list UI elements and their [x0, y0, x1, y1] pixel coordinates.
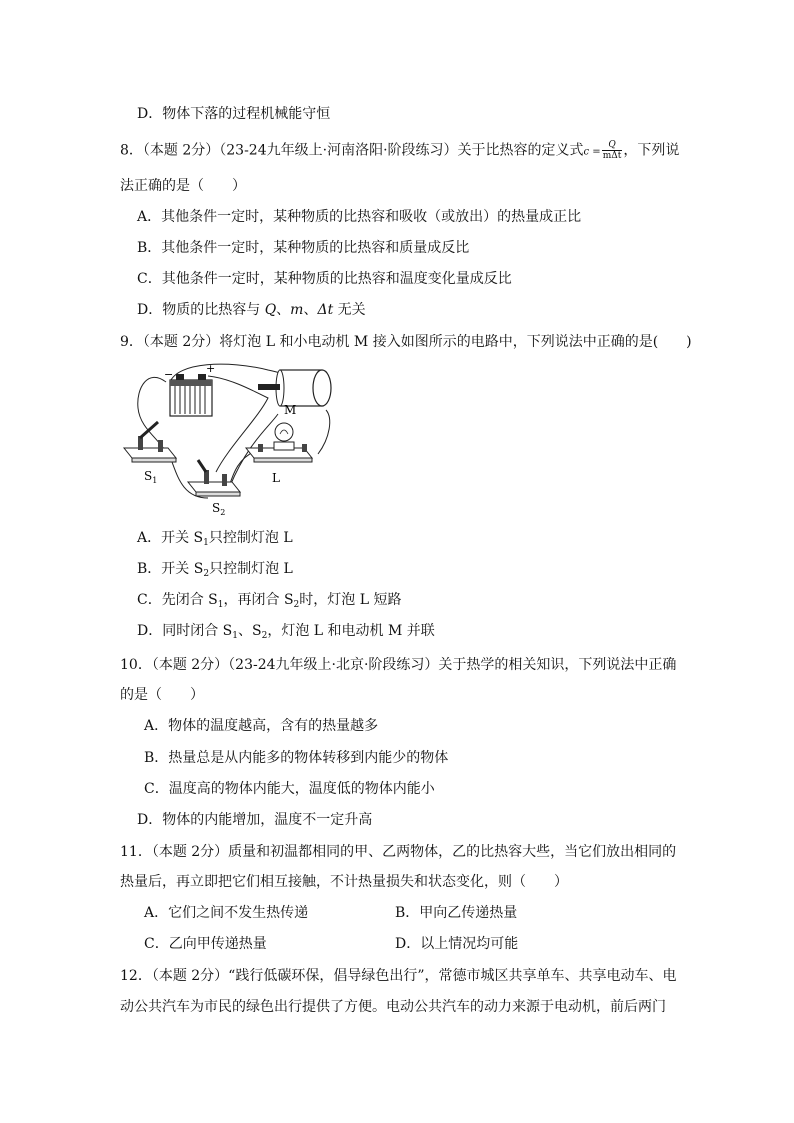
q12-stem-line1: 12．（本题 2分）“践行低碳环保，倡导绿色出行”，常德市城区共享单车、共享电动车、电: [120, 968, 677, 984]
q9-stem: 9．（本题 2分）将灯泡 L 和小电动机 M 接入如图所示的电路中，下列说法中正确的是( ): [120, 334, 692, 350]
q10-option-c: C．温度高的物体内能大，温度低的物体内能小: [144, 781, 435, 797]
q8-stem-text-cont: ，下列说: [623, 142, 680, 159]
q8-option-d-text: D．物质的比热容与: [137, 302, 265, 318]
lamp-label: L: [272, 471, 280, 485]
q9-option-c-tail: 时，灯泡 L 短路: [299, 592, 402, 608]
q11-stem-line1: 11．（本题 2分）质量和初温都相同的甲、乙两物体，乙的比热容大些，当它们放出相同的: [120, 844, 677, 860]
q9-option-c: [137, 590, 401, 615]
q8-stem-line1: [120, 140, 679, 163]
q9-option-b: [137, 559, 293, 584]
q12-stem-line2: 动公共汽车为市民的绿色出行提供了方便。电动公共汽车的动力来源于电动机，前后两门: [120, 999, 666, 1015]
battery-plus-label: +: [206, 362, 216, 375]
q9-option-a-text: A．开关 S: [137, 530, 204, 546]
q8-option-d: [137, 300, 366, 320]
q8-option-d-tail: 无关: [333, 302, 366, 318]
switch-s2-label: $S_2$: [212, 501, 226, 517]
q8-option-c: C．其他条件一定时，某种物质的比热容和温度变化量成反比: [137, 271, 512, 287]
q11-option-c: C．乙向甲传递热量: [144, 936, 267, 952]
switch-s1-label: $S_1$: [144, 469, 158, 485]
switch-s1: [124, 422, 176, 462]
q8-formula-denominator: mΔt: [602, 151, 622, 161]
q10-stem-line2: 的是（ ）: [120, 687, 204, 703]
q9-option-d-sub2: 2: [261, 631, 268, 641]
q9-option-c-sub1: 1: [217, 600, 224, 610]
q9-option-c-sub2: 2: [293, 600, 300, 610]
wire-motor-to-lamp: [318, 410, 330, 454]
q8-option-b: B．其他条件一定时，某种物质的比热容和质量成反比: [137, 240, 470, 256]
q8-option-d-q: Q: [264, 302, 277, 318]
q8-option-a: A．其他条件一定时，某种物质的比热容和吸收（或放出）的热量成正比: [137, 209, 582, 225]
q8-formula-lhs: c =: [583, 146, 601, 158]
q9-option-d-text: D．同时闭合 S: [137, 623, 233, 639]
q8-option-d-m: m: [290, 302, 304, 318]
battery: [170, 374, 212, 416]
battery-minus-label: −: [164, 368, 174, 381]
q8-option-d-sep2: 、: [303, 302, 318, 318]
q9-option-a-tail: 只控制灯泡 L: [208, 530, 293, 546]
q9-option-d: [137, 621, 435, 646]
q9-option-d-mid: 、S: [238, 623, 262, 639]
lamp: [246, 423, 312, 462]
motor-label: M: [284, 403, 297, 417]
q10-option-b: B．热量总是从内能多的物体转移到内能少的物体: [144, 750, 449, 766]
q9-option-b-tail: 只控制灯泡 L: [209, 561, 293, 577]
q9-option-d-sub1: 1: [232, 631, 238, 641]
q7-option-d: D．物体下落的过程机械能守恒: [137, 106, 331, 122]
q8-formula-numerator: Q: [602, 140, 623, 151]
q10-option-a: A．物体的温度越高，含有的热量越多: [144, 718, 379, 734]
q9-option-b-sub: 2: [203, 569, 210, 579]
q8-stem-text: 8．（本题 2分）（23-24九年级上·河南洛阳·阶段练习）关于比热容的定义式: [120, 142, 584, 159]
q8-formula-fraction: [602, 140, 623, 161]
q11-option-b: B．甲向乙传递热量: [395, 905, 518, 921]
motor: [258, 370, 331, 406]
q10-stem-line1: 10．（本题 2分）（23-24九年级上·北京·阶段练习）关于热学的相关知识，下列说法中正确: [120, 657, 677, 673]
q9-option-c-mid: ，再闭合 S: [223, 592, 294, 608]
q10-option-d: D．物体的内能增加，温度不一定升高: [137, 812, 373, 828]
q9-option-b-text: B．开关 S: [137, 561, 204, 577]
q11-option-a: A．它们之间不发生热传递: [144, 905, 309, 921]
q11-stem-line2: 热量后，再立即把它们相互接触，不计热量损失和状态变化，则（ ）: [120, 874, 568, 890]
q8-stem-line2: 法正确的是（ ）: [120, 178, 246, 194]
q9-option-c-text: C．先闭合 S: [137, 592, 218, 608]
circuit-figure: [118, 358, 348, 518]
q9-option-d-tail: ，灯泡 L 和电动机 M 并联: [267, 623, 435, 639]
q9-option-a-sub: 1: [203, 538, 209, 548]
q8-option-d-sep1: 、: [276, 302, 291, 318]
q9-option-a: [137, 528, 293, 553]
q11-option-d: D．以上情况均可能: [395, 936, 519, 952]
q8-option-d-dt: Δt: [317, 302, 334, 318]
